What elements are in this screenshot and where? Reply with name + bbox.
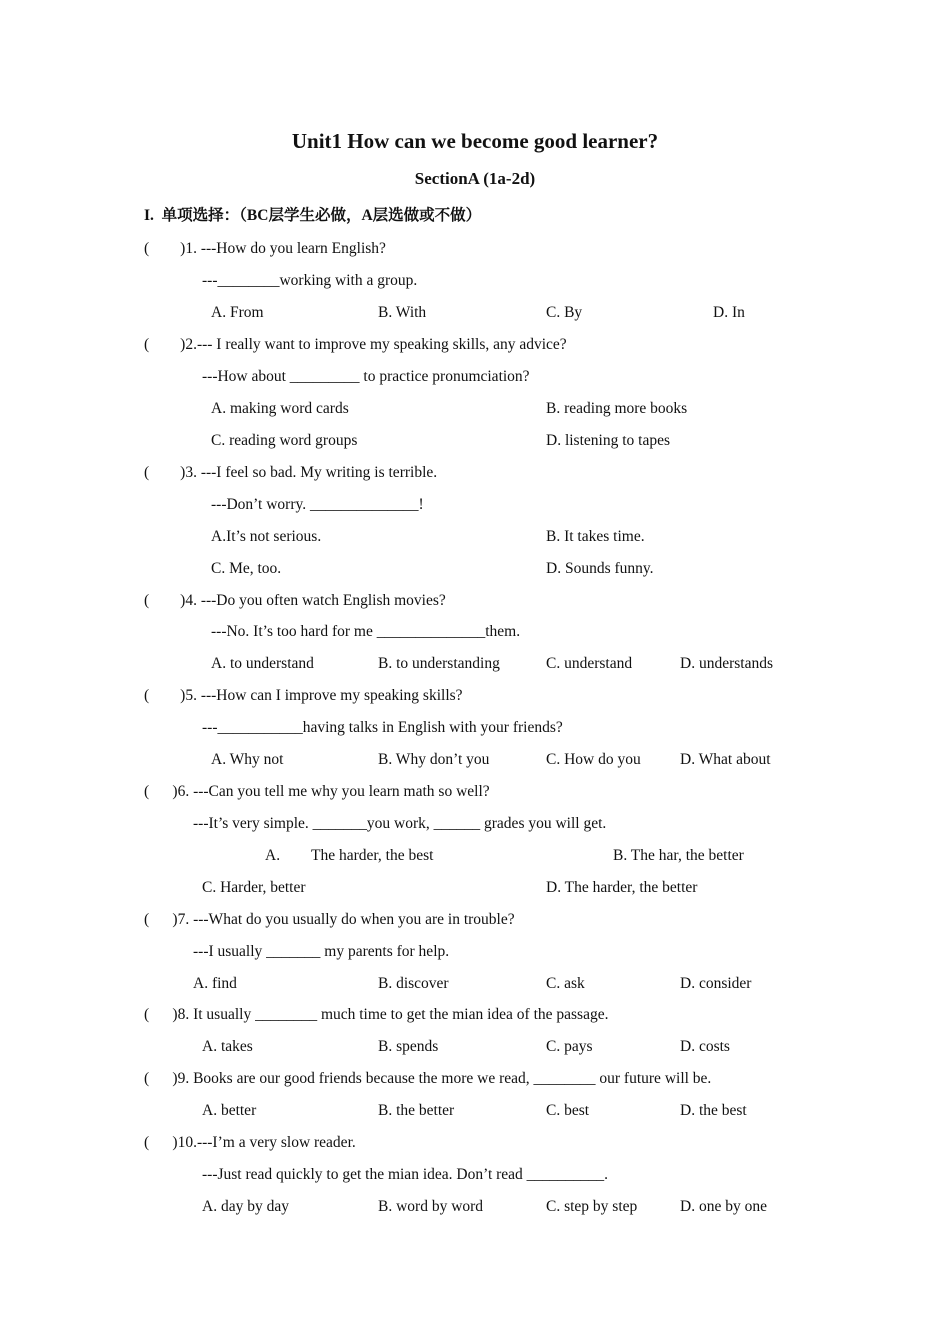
question-5-option-d: D. What about <box>680 751 771 768</box>
question-8-option-c: C. pays <box>546 1038 593 1055</box>
question-3-reply: ---Don’t worry. ______________! <box>211 496 424 513</box>
question-1-option-c: C. By <box>546 304 583 321</box>
question-1-stem: ( )1. ---How do you learn English? <box>144 240 386 257</box>
question-2-reply: ---How about _________ to practice pronumciation? <box>202 368 530 385</box>
question-4-stem: ( )4. ---Do you often watch English movies? <box>144 592 446 609</box>
question-6-option-d: D. The harder, the better <box>546 879 698 896</box>
question-4-option-c: C. understand <box>546 655 633 672</box>
question-8-option-a: A. takes <box>202 1038 253 1055</box>
question-7-reply: ---I usually _______ my parents for help. <box>193 943 450 960</box>
question-7-option-c: C. ask <box>546 975 585 992</box>
question-10-option-c: C. step by step <box>546 1198 638 1215</box>
question-7-option-d: D. consider <box>680 975 752 992</box>
question-9-stem: ( )9. Books are our good friends because the more we read, ________ our future will be. <box>144 1070 712 1087</box>
question-8-option-b: B. spends <box>378 1038 439 1055</box>
question-8-stem: ( )8. It usually ________ much time to get the mian idea of the passage. <box>144 1006 609 1023</box>
page-title: Unit1 How can we become good learner? <box>291 129 659 153</box>
question-6-option-c: C. Harder, better <box>202 879 306 896</box>
question-7-option-a: A. find <box>193 975 237 992</box>
question-9-option-b: B. the better <box>378 1102 455 1119</box>
question-2-option-c: C. reading word groups <box>211 432 358 449</box>
question-7-option-b: B. discover <box>378 975 449 992</box>
question-4-option-d: D. understands <box>680 655 773 672</box>
question-6-option-b: B. The har, the better <box>613 847 744 864</box>
question-2-option-b: B. reading more books <box>546 400 688 417</box>
question-5-option-c: C. How do you <box>546 751 641 768</box>
question-6-option-a-letter: A. <box>265 847 281 864</box>
question-10-option-a: A. day by day <box>202 1198 289 1215</box>
question-10-option-d: D. one by one <box>680 1198 767 1215</box>
question-4-option-a: A. to understand <box>211 655 314 672</box>
question-10-option-b: B. word by word <box>378 1198 484 1215</box>
question-6-option-a-text: The harder, the best <box>311 847 434 864</box>
question-6-reply: ---It’s very simple. _______you work, ______ grades you will get. <box>193 815 607 832</box>
question-4-option-b: B. to understanding <box>378 655 500 672</box>
question-2-option-a: A. making word cards <box>211 400 349 417</box>
question-9-option-a: A. better <box>202 1102 257 1119</box>
question-5-option-a: A. Why not <box>211 751 284 768</box>
question-5-stem: ( )5. ---How can I improve my speaking skills? <box>144 687 463 704</box>
question-1-reply: ---________working with a group. <box>202 272 418 289</box>
question-1-option-d: D. In <box>713 304 745 321</box>
question-9-option-c: C. best <box>546 1102 590 1119</box>
question-6-stem: ( )6. ---Can you tell me why you learn math so well? <box>144 783 490 800</box>
question-4-reply: ---No. It’s too hard for me ______________them. <box>211 623 521 640</box>
question-3-stem: ( )3. ---I feel so bad. My writing is terrible. <box>144 464 438 481</box>
section-heading: I. 单项选择：（BC层学生必做，A层选做或不做） <box>144 207 482 224</box>
question-10-stem: ( )10.---I’m a very slow reader. <box>144 1134 356 1151</box>
question-5-option-b: B. Why don’t you <box>378 751 490 768</box>
question-9-option-d: D. the best <box>680 1102 747 1119</box>
page-subtitle: SectionA (1a-2d) <box>414 169 536 188</box>
question-3-option-a: A.It’s not serious. <box>211 528 322 545</box>
question-1-option-a: A. From <box>211 304 264 321</box>
question-2-stem: ( )2.--- I really want to improve my speaking skills, any advice? <box>144 336 567 353</box>
question-3-option-c: C. Me, too. <box>211 560 282 577</box>
question-7-stem: ( )7. ---What do you usually do when you are in trouble? <box>144 911 515 928</box>
question-10-reply: ---Just read quickly to get the mian idea. Don’t read __________. <box>202 1166 609 1183</box>
question-5-reply: ---___________having talks in English with your friends? <box>202 719 563 736</box>
question-3-option-b: B. It takes time. <box>546 528 645 545</box>
question-2-option-d: D. listening to tapes <box>546 432 670 449</box>
question-1-option-b: B. With <box>378 304 427 321</box>
question-8-option-d: D. costs <box>680 1038 730 1055</box>
question-3-option-d: D. Sounds funny. <box>546 560 654 577</box>
